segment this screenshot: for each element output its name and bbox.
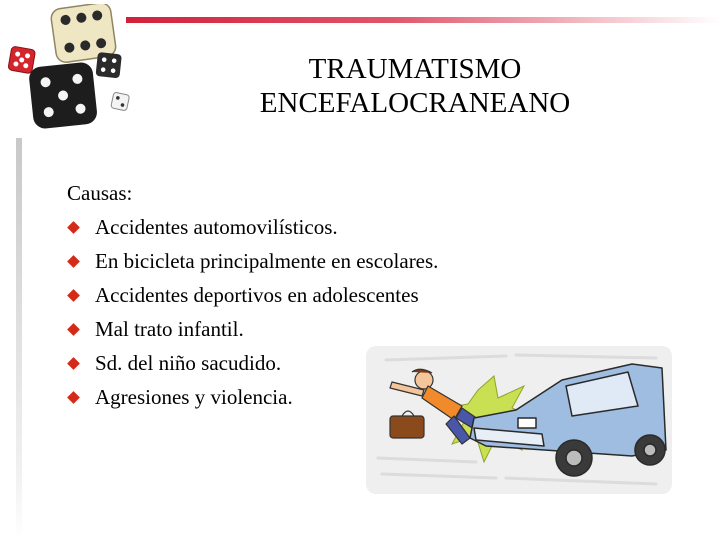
- list-item: [67, 312, 438, 346]
- bullet-icon: [67, 323, 80, 336]
- list-item-text: Accidentes automovilísticos.: [95, 215, 338, 239]
- list-item-text: Agresiones y violencia.: [95, 385, 293, 409]
- list-item-text: Sd. del niño sacudido.: [95, 351, 282, 375]
- slide-title: [230, 52, 600, 120]
- list-item: [67, 278, 438, 312]
- accident-illustration: [366, 346, 672, 494]
- title-line-2: ENCEFALOCRANEANO: [259, 87, 571, 119]
- dice-icon: [6, 4, 140, 138]
- bullet-icon: [67, 357, 80, 370]
- list-item-text: Mal trato infantil.: [95, 317, 244, 341]
- bullet-icon: [67, 255, 80, 268]
- bullet-icon: [67, 221, 80, 234]
- accent-bar: [126, 17, 720, 23]
- bullet-icon: [67, 391, 80, 404]
- bullet-icon: [67, 289, 80, 302]
- list-item-text: En bicicleta principalmente en escolares.: [95, 249, 439, 273]
- side-bar: [16, 138, 22, 540]
- title-line-1: TRAUMATISMO: [308, 53, 522, 85]
- section-label: Causas:: [67, 181, 133, 205]
- list-item: [67, 210, 438, 244]
- list-item-text: Accidentes deportivos en adolescentes: [95, 283, 419, 307]
- list-item: [67, 244, 438, 278]
